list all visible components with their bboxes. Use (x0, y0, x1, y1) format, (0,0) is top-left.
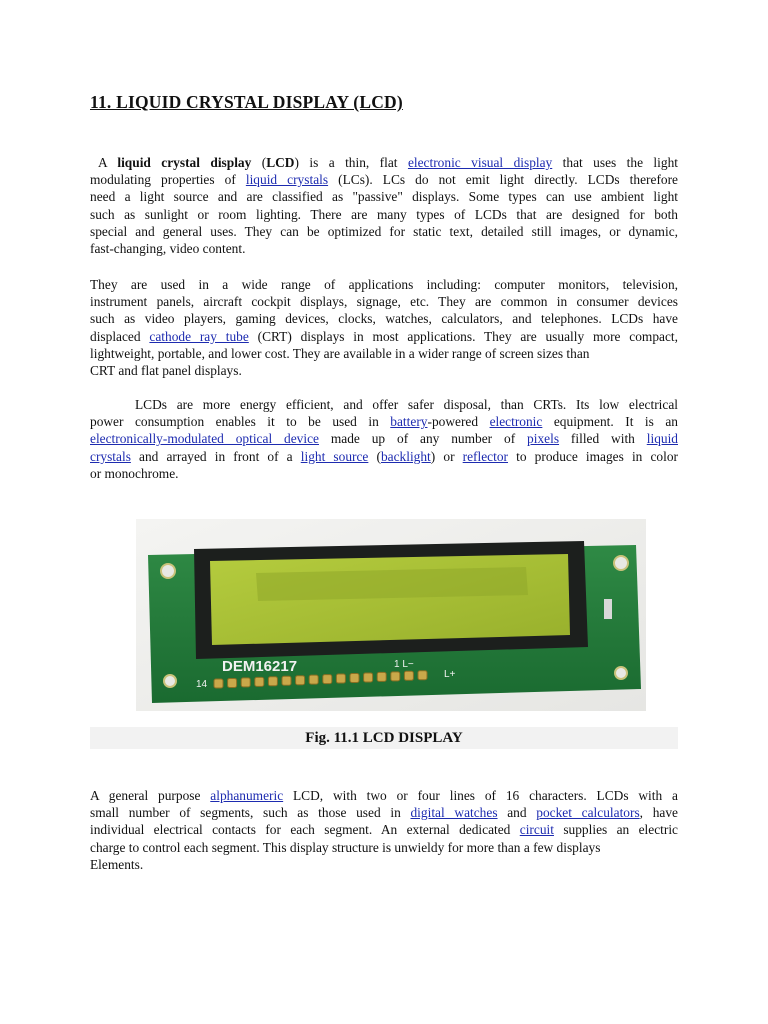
pin-marker-mid: 1 L− (394, 659, 414, 670)
text-line: modulating properties of liquid crystals (LCs). LCs do not emit light directly. LCDs therefore (90, 172, 678, 188)
text-line: lightweight, portable, and lower cost. They are available in a wider range of screen sizes than (90, 345, 590, 361)
link-backlight[interactable]: backlight (380, 448, 431, 464)
text-line: need a light source and are classified as "passive" displays. Some types can use ambient light (90, 189, 678, 205)
text-line: A general purpose alphanumeric LCD, with two or four lines of 16 characters. LCDs with a (90, 788, 678, 803)
pin-pad (255, 677, 264, 686)
link-optical-device[interactable]: electronically-modulated optical device (90, 431, 319, 447)
pin-pad (241, 678, 250, 687)
text-line: crystals and arrayed in front of a light source (backlight) or reflector to produce images in color (90, 448, 679, 464)
mounting-hole (614, 556, 628, 570)
text-line: CRT and flat panel displays. (90, 363, 242, 379)
pin-pad (282, 676, 291, 685)
link-crystals[interactable]: crystals (90, 448, 131, 464)
mounting-hole (161, 564, 175, 578)
text-line: They are used in a wide range of applications including: computer monitors, television, (90, 277, 678, 292)
text-line: A liquid crystal display (LCD) is a thin, flat electronic visual display that uses the light (98, 155, 678, 170)
board-label: DEM16217 (222, 658, 298, 675)
section-heading: 11. LIQUID CRYSTAL DISPLAY (LCD) (90, 92, 403, 112)
link-battery[interactable]: battery (390, 414, 428, 430)
paragraph-intro (90, 154, 678, 257)
lcd-character-area (256, 567, 528, 601)
text-line: fast-changing, video content. (90, 241, 246, 257)
link-alphanumeric[interactable]: alphanumeric (210, 788, 284, 803)
link-light-source[interactable]: light source (300, 448, 369, 464)
link-liquid[interactable]: liquid (646, 431, 678, 447)
link-digital-watches[interactable]: digital watches (410, 805, 498, 821)
link-pocket-calculators[interactable]: pocket calculators (536, 805, 640, 821)
link-circuit[interactable]: circuit (519, 822, 554, 838)
text-line: Elements. (90, 856, 144, 872)
pin-pad (268, 677, 277, 686)
text-line: such as video players, gaming devices, clocks, watches, calculators, and telephones. LCDs have (90, 311, 678, 327)
text-line: individual electrical contacts for each segment. An external dedicated circuit supplies an electric (90, 822, 678, 838)
text-line: electronically-modulated optical device made up of any number of pixels filled with liquid (90, 431, 678, 447)
text-line: charge to control each segment. This display structure is unwieldy for more than a few displays (90, 839, 601, 855)
pin-pad (404, 671, 413, 680)
pin-pad (323, 675, 332, 684)
pin-pad (228, 678, 237, 687)
link-pixels[interactable]: pixels (527, 431, 560, 447)
link-cathode-ray-tube[interactable]: cathode ray tube (149, 328, 249, 344)
text-line: power consumption enables it to be used in battery-powered electronic equipment. It is an (90, 414, 678, 430)
paragraph-alphanumeric (90, 787, 678, 873)
pin-pad (214, 679, 223, 688)
lcd-module-image (136, 519, 646, 711)
text-line: instrument panels, aircraft cockpit displays, signage, etc. They are common in consumer devices (90, 294, 678, 310)
text-line: special and general uses. They can be optimized for static text, detailed still images, or dynamic, (90, 223, 678, 239)
mounting-hole (164, 675, 176, 687)
term-bold: liquid crystal display (117, 155, 252, 170)
text-line: displaced cathode ray tube (CRT) displays in most applications. They are usually more compact, (90, 328, 679, 344)
text-line: or monochrome. (90, 465, 179, 481)
pin-pad (364, 673, 373, 682)
pin-pad (391, 672, 400, 681)
link-electronic[interactable]: electronic (489, 414, 543, 430)
figure-caption: Fig. 11.1 LCD DISPLAY (305, 730, 463, 746)
figure-caption-bar (90, 727, 678, 749)
text-line: such as sunlight or room lighting. There are many types of LCDs that are designed for both (90, 206, 678, 222)
pin-marker-high: L+ (444, 669, 456, 680)
pin-pad (350, 674, 359, 683)
text-line: LCDs are more energy efficient, and offer safer disposal, than CRTs. Its low electrical (135, 397, 678, 412)
pin-pad (309, 675, 318, 684)
pin-marker-low: 14 (196, 679, 208, 690)
paragraph-applications (90, 276, 678, 379)
link-electronic-visual-display[interactable]: electronic visual display (407, 155, 553, 170)
pin-pad (377, 672, 386, 681)
mounting-hole (615, 667, 627, 679)
pin-pad (418, 671, 427, 680)
backlight-connector (604, 599, 612, 619)
text-line: small number of segments, such as those used in digital watches and pocket calculators, have (90, 805, 678, 821)
pin-pad (336, 674, 345, 683)
link-liquid-crystals[interactable]: liquid crystals (245, 172, 329, 188)
term-bold: LCD (266, 155, 295, 170)
link-reflector[interactable]: reflector (462, 448, 509, 464)
pin-pad (296, 676, 305, 685)
paragraph-efficiency (90, 396, 678, 482)
